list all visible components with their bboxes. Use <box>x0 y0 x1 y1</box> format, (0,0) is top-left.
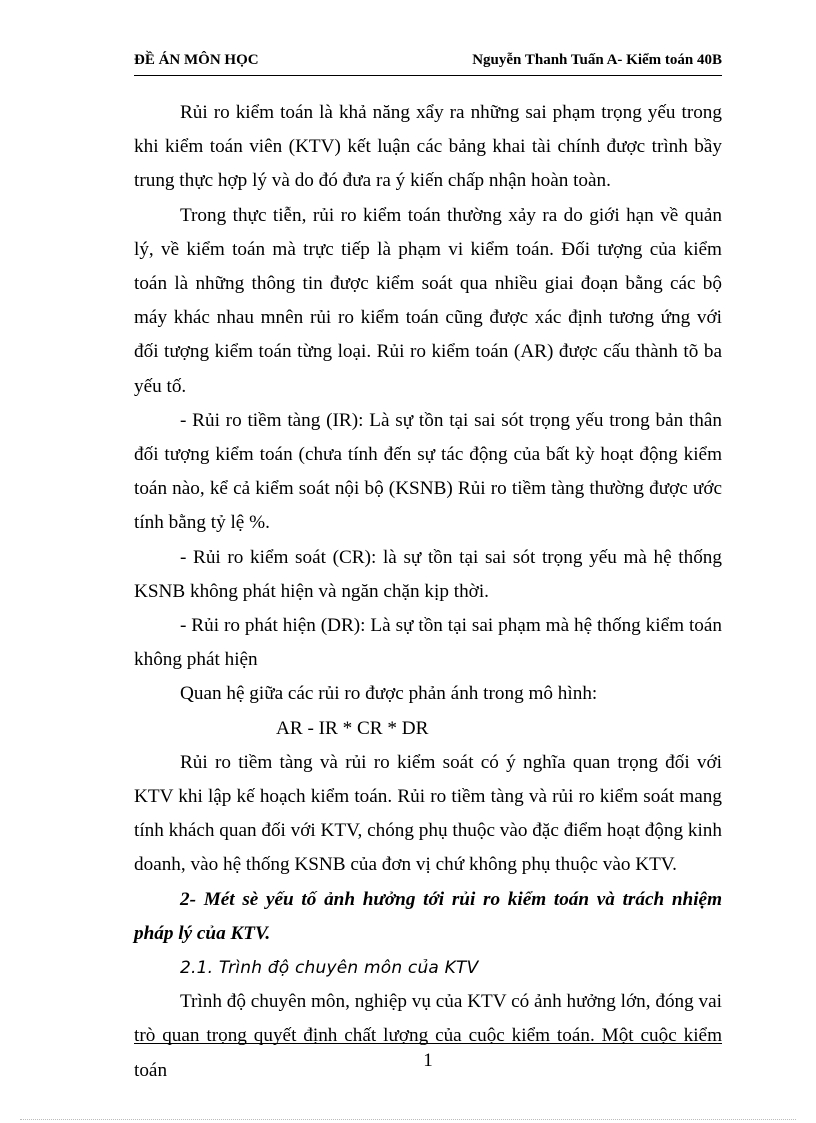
section-heading-2: 2- Mét sè yếu tố ảnh hưởng tới rủi ro kiểm toán và trách nhiệm pháp lý của KTV. <box>134 888 722 944</box>
header-divider <box>134 75 722 76</box>
footer-divider <box>134 1043 722 1044</box>
document-body <box>134 96 722 1088</box>
paragraph-professional-competence: Trình độ chuyên môn, nghiệp vụ của KTV có ảnh hưởng lớn, đóng vai trò quan trọng quyết định chất lượng của cuộc kiểm toán. Một cuộc kiểm toán <box>134 991 722 1081</box>
paragraph-audit-risk-practice: Trong thực tiễn, rủi ro kiểm toán thường xảy ra do giới hạn về quản lý, về kiểm toán mà trực tiếp là phạm vi kiểm toán. Đối tượng của kiểm toán là những thông tin được kiểm soát qua nhiều giai đoạn bằng các bộ máy khác nhau mnên rủi ro kiểm toán cũng được xác định tương ứng với đối tượng kiểm toán từng loại. Rủi ro kiểm toán (AR) được cấu thành tõ ba yếu tố. <box>134 204 722 397</box>
header-author: Nguyễn Thanh Tuấn A- Kiểm toán 40B <box>472 52 722 68</box>
paragraph-audit-risk-definition: Rủi ro kiểm toán là khả năng xẩy ra những sai phạm trọng yếu trong khi kiểm toán viên (KTV) kết luận các bảng khai tài chính được trình bầy trung thực hợp lý và do đó đưa ra ý kiến chấp nhận hoàn toàn. <box>134 102 722 192</box>
page-bottom-border <box>20 1119 796 1120</box>
paragraph-risk-model-intro: Quan hệ giữa các rủi ro được phản ánh trong mô hình: <box>180 683 598 705</box>
risk-formula: AR - IR * CR * DR <box>276 717 429 739</box>
page-header <box>134 52 722 69</box>
page-number: 1 <box>423 1050 433 1071</box>
paragraph-risk-significance: Rủi ro tiềm tàng và rủi ro kiểm soát có ý nghĩa quan trọng đối với KTV khi lập kế hoạch kiểm toán. Rủi ro tiềm tàng và rủi ro kiểm soát mang tính khách quan đối với KTV, chóng phụ thuộc vào đặc điểm hoạt động kinh doanh, vào hệ thống KSNB của đơn vị chứ không phụ thuộc vào KTV. <box>134 751 722 876</box>
paragraph-control-risk: - Rủi ro kiểm soát (CR): là sự tồn tại sai sót trọng yếu mà hệ thống KSNB không phát hiện và ngăn chặn kịp thời. <box>134 546 722 602</box>
paragraph-detection-risk: - Rủi ro phát hiện (DR): Là sự tồn tại sai phạm mà hệ thống kiểm toán không phát hiện <box>134 615 722 671</box>
subsection-heading-2-1: 2.1. Trình độ chuyên môn của KTV <box>180 958 479 979</box>
header-course-title: ĐỀ ÁN MÔN HỌC <box>134 52 259 68</box>
paragraph-inherent-risk: - Rủi ro tiềm tàng (IR): Là sự tồn tại sai sót trọng yếu trong bản thân đối tượng kiểm toán (chưa tính đến sự tác động của bất kỳ hoạt động kiểm toán nào, kể cả kiểm soát nội bộ (KSNB) Rủi ro tiềm tàng thường được ước tính bằng tỷ lệ %. <box>134 409 722 534</box>
